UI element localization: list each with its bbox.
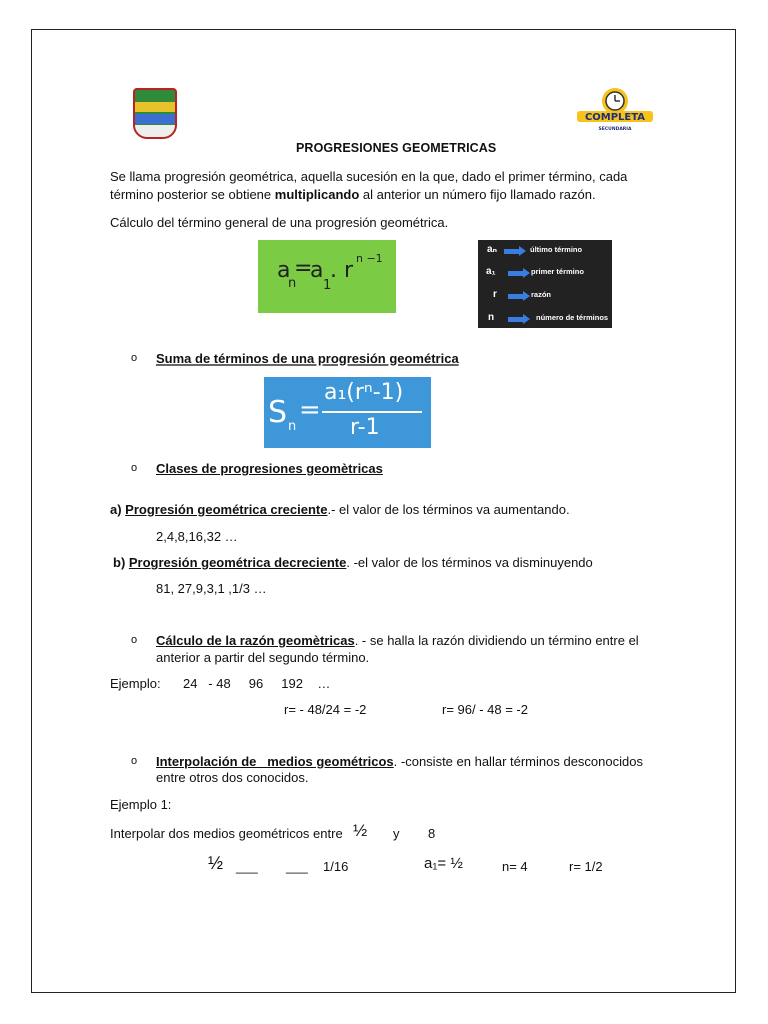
intro-line-1: Se llama progresión geométrica, aquella sucesión en la que, dado el primer término, cada <box>110 169 628 184</box>
page-title: PROGRESIONES GEOMETRICAS <box>296 141 497 155</box>
bullet-sum: o <box>131 352 138 364</box>
given-a1: a₁= ½ <box>424 855 463 872</box>
general-term-heading: Cálculo del término general de una progresión geométrica. <box>110 215 449 230</box>
decreasing-example: 81, 27,9,3,1 ,1/3 … <box>156 581 267 596</box>
intro-line-2: término posterior se obtiene multiplicando al anterior un número fijo llamado razón. <box>110 187 596 202</box>
task-y: y <box>393 826 400 841</box>
formula-legend: aₙ último término a₁ primer término r razón n número de términos <box>478 240 612 328</box>
task-eight: 8 <box>428 826 436 841</box>
svg-text:SECUNDARIA: SECUNDARIA <box>598 127 632 132</box>
ratio-example-values: 24 - 48 96 192 … <box>183 676 331 691</box>
ratio-example-label: Ejemplo: <box>110 676 161 691</box>
school-crest-logo <box>133 88 177 139</box>
sequence-first: ½ <box>208 853 224 873</box>
bullet-ratio: o <box>131 634 138 646</box>
svg-text:COMPLETA: COMPLETA <box>584 112 646 123</box>
sequence-last: 1/16 <box>323 859 349 874</box>
sequence-blank-1: ___ <box>236 859 258 874</box>
increasing-example: 2,4,8,16,32 … <box>156 529 238 544</box>
ratio-line-1: Cálculo de la razón geomètricas. - se halla la razón dividiendo un término entre el <box>156 633 639 648</box>
increasing-line: a) Progresión geométrica creciente.- el valor de los términos va aumentando. <box>110 502 570 517</box>
decreasing-line: b) Progresión geométrica decreciente. -el valor de los términos va disminuyendo <box>113 555 593 570</box>
task-half: ½ <box>353 821 368 840</box>
sum-formula: S n = a₁(rⁿ-1) r-1 <box>264 377 431 448</box>
classes-heading: Clases de progresiones geomètricas <box>156 461 383 476</box>
given-r: r= 1/2 <box>569 859 603 874</box>
jornada-escolar-completa-logo <box>575 85 655 133</box>
interpolation-example-label: Ejemplo 1: <box>110 797 172 812</box>
interpolation-line-2: entre otros dos conocidos. <box>156 770 309 785</box>
ratio-calc-2: r= 96/ - 48 = -2 <box>442 702 528 717</box>
sequence-blank-2: ___ <box>286 859 308 874</box>
bullet-interpolation: o <box>131 755 138 767</box>
ratio-calc-1: r= - 48/24 = -2 <box>284 702 367 717</box>
interpolation-task: Interpolar dos medios geométricos entre <box>110 826 343 841</box>
general-term-formula: a n = a 1 . r n −1 <box>258 240 396 313</box>
given-n: n= 4 <box>502 859 528 874</box>
bullet-classes: o <box>131 462 138 474</box>
interpolation-line-1: Interpolación de medios geométricos. -consiste en hallar términos desconocidos <box>156 754 643 769</box>
sum-heading: Suma de términos de una progresión geométrica <box>156 351 459 366</box>
ratio-line-2: anterior a partir del segundo término. <box>156 650 370 665</box>
